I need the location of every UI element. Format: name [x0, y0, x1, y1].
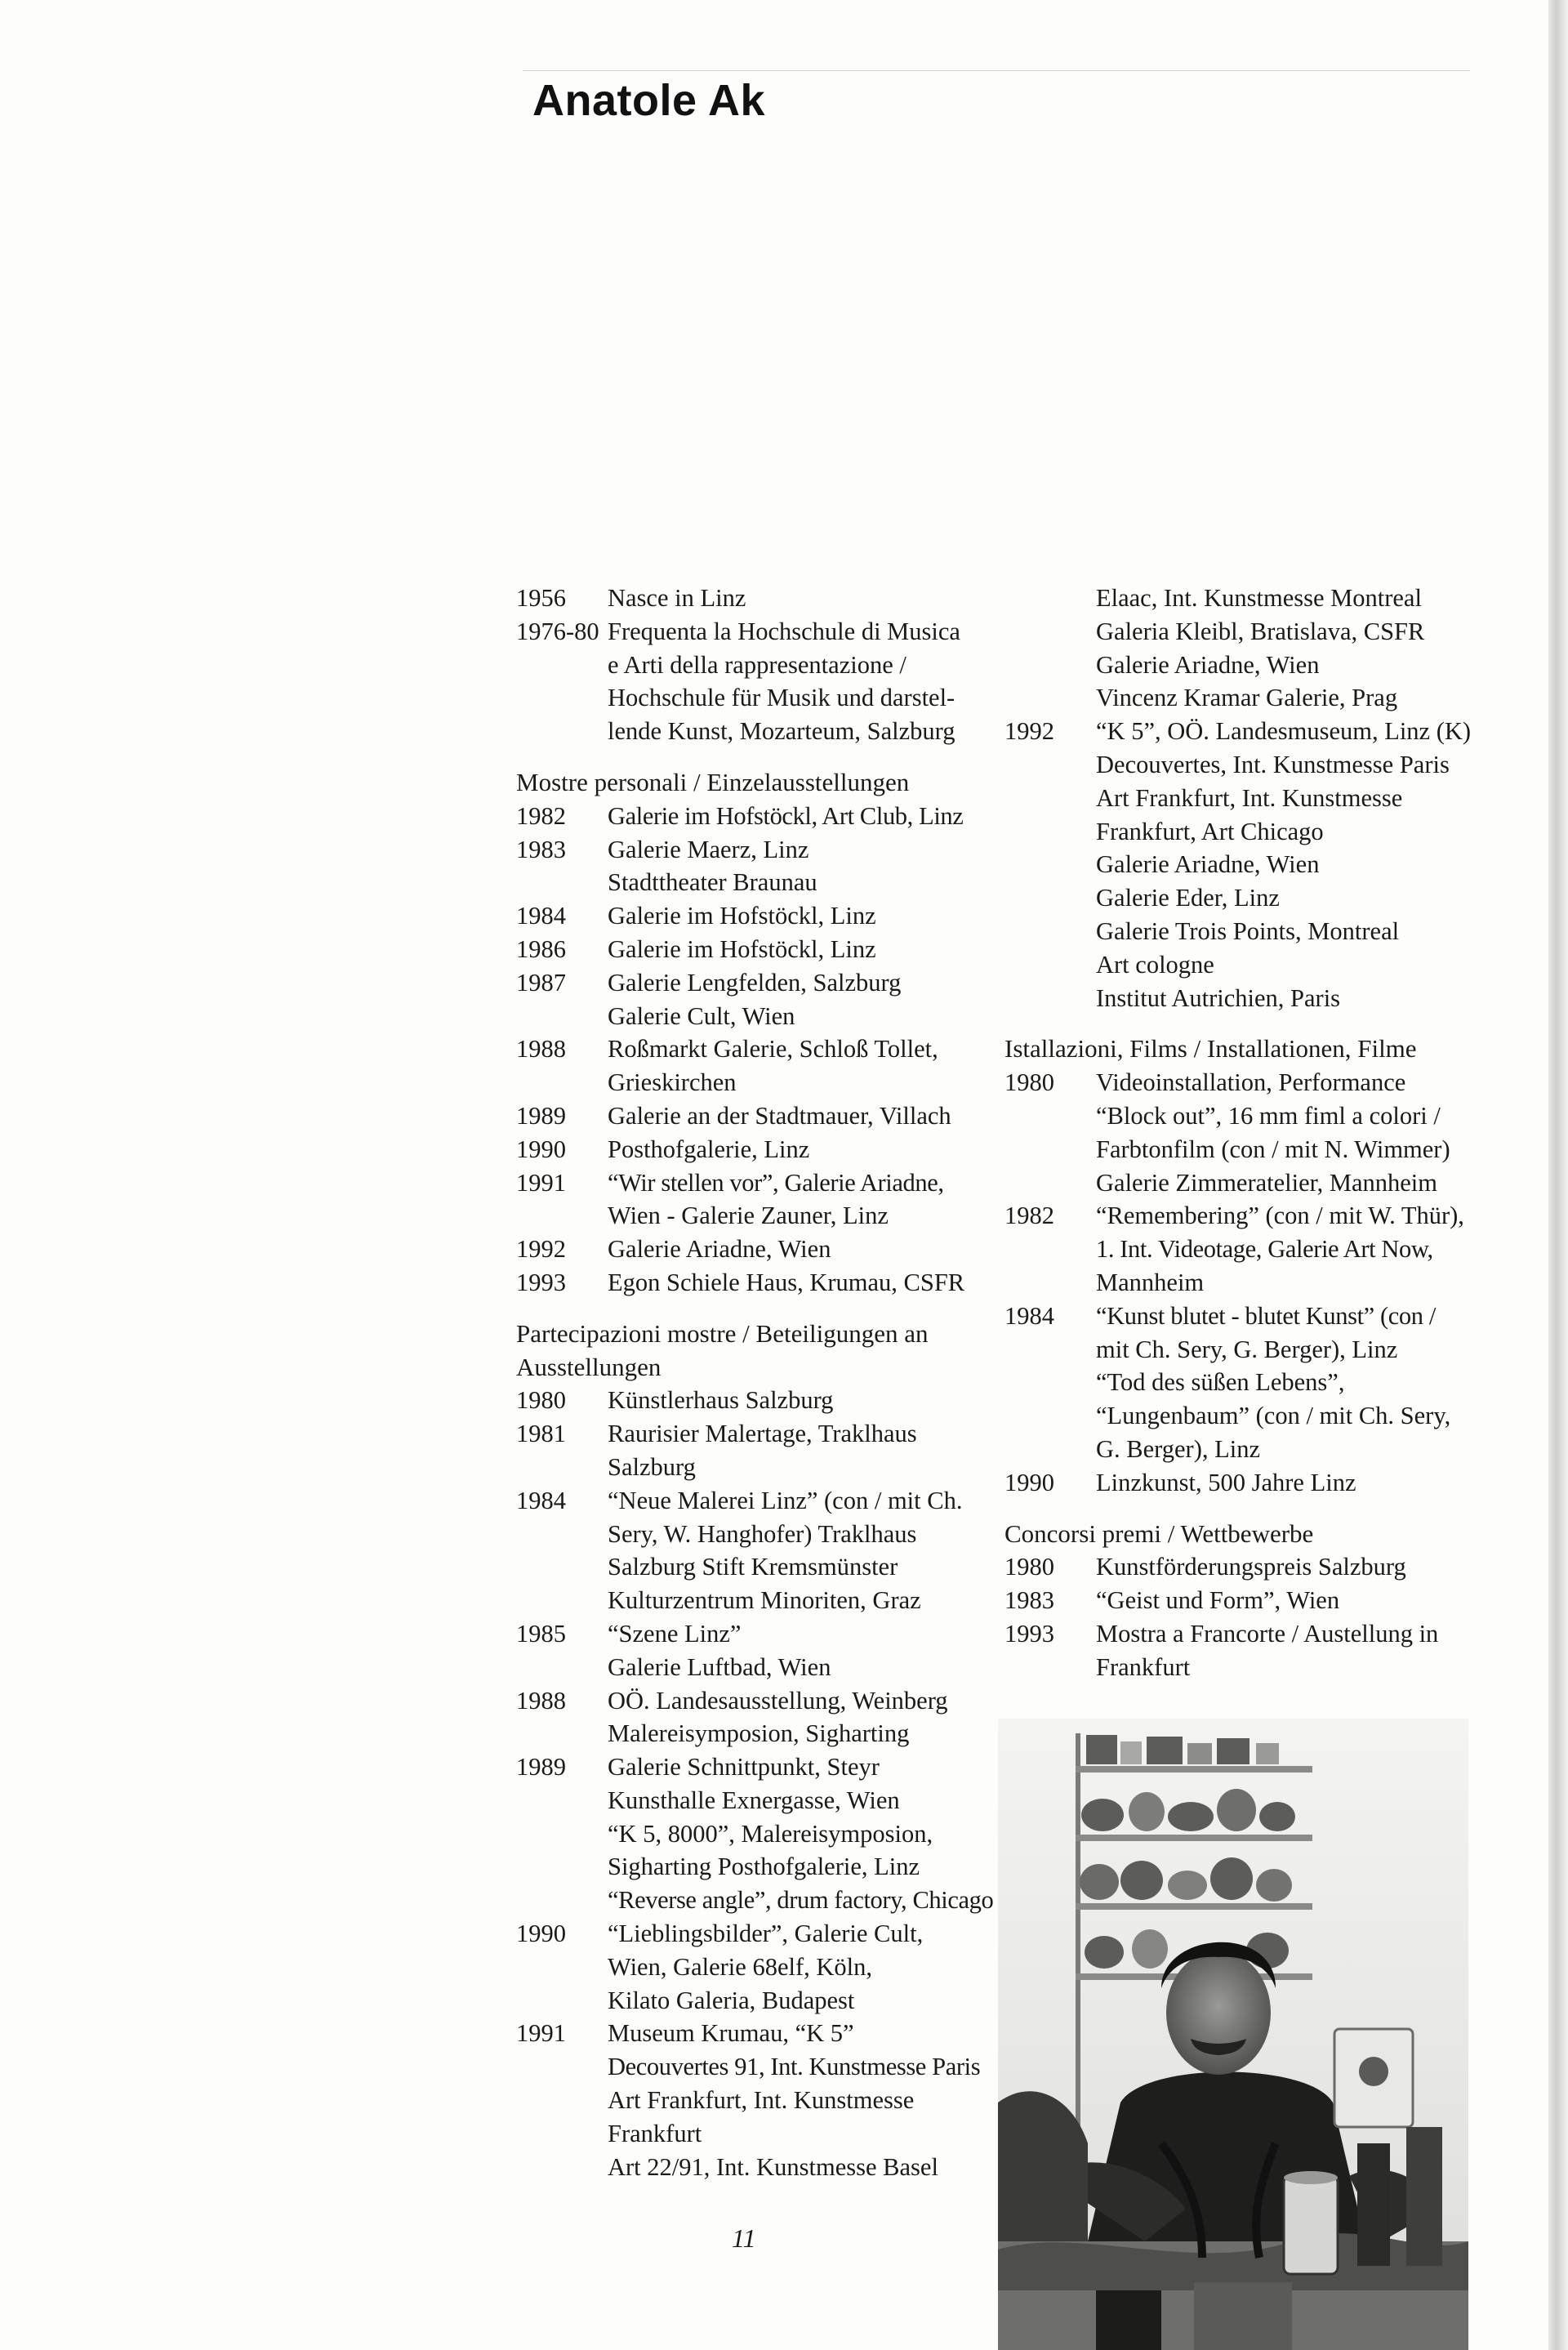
entry-row	[1004, 1584, 1467, 1617]
entry-line: Kilato Galeria, Budapest	[608, 1986, 855, 2014]
entry-row	[516, 1484, 973, 1617]
entry-line: Decouvertes, Int. Kunstmesse Paris	[1096, 750, 1450, 778]
group-continued-list	[1004, 582, 1472, 1014]
entry-year: 1988	[516, 1035, 566, 1064]
entry-year: 1990	[1004, 1468, 1054, 1496]
artist-studio-photo	[998, 1719, 1468, 2350]
entry-row	[516, 1750, 994, 1917]
entry-row	[1004, 1617, 1467, 1684]
entry-line: Galerie im Hofstöckl, Linz	[608, 934, 876, 963]
entry-year: 1980	[1004, 1068, 1054, 1097]
entry-line: Roßmarkt Galerie, Schloß Tollet,	[608, 1035, 938, 1064]
entry-line: Sery, W. Hanghofer) Traklhaus	[608, 1519, 917, 1548]
entry-line: Malereisymposion, Sigharting	[608, 1719, 910, 1748]
entry-text	[1096, 1584, 1467, 1617]
entry-year: 1984	[1004, 1301, 1054, 1330]
entry-line: 1. Int. Videotage, Galerie Art Now,	[1096, 1235, 1433, 1264]
entry-row	[516, 1917, 973, 2017]
entry-line: Sigharting Posthofgalerie, Linz	[608, 1853, 920, 1881]
entry-year: 1986	[516, 934, 566, 963]
awards-list	[1004, 1550, 1467, 1683]
entry-line: “Neue Malerei Linz” (con / mit Ch.	[608, 1486, 963, 1514]
entry-year: 1992	[516, 1235, 566, 1264]
entry-text	[608, 800, 973, 833]
entry-text	[608, 1032, 973, 1099]
entry-line: Grieskirchen	[608, 1068, 737, 1097]
entry-row	[516, 1617, 973, 1684]
entry-line: “Szene Linz”	[608, 1619, 742, 1648]
entry-row	[1004, 1300, 1467, 1466]
entry-line: Galerie Cult, Wien	[608, 1001, 795, 1030]
entry-year: 1989	[516, 1101, 566, 1130]
entry-line: Vincenz Kramar Galerie, Prag	[1096, 684, 1398, 712]
entry-line: Galerie Lengfelden, Salzburg	[608, 968, 902, 997]
awards-heading	[1004, 1518, 1467, 1551]
entry-text	[608, 966, 973, 1033]
entry-year: 1982	[516, 801, 566, 830]
entry-line: Mannheim	[1096, 1268, 1205, 1296]
entry-year: 1991	[516, 1168, 566, 1197]
entry-line: Salzburg Stift Kremsmünster	[608, 1553, 898, 1581]
entry-row	[516, 1133, 973, 1166]
entry-row	[516, 582, 973, 615]
entry-line: “Lieblingsbilder”, Galerie Cult,	[608, 1920, 924, 1948]
entry-text	[608, 582, 973, 615]
entry-line: Egon Schiele Haus, Krumau, CSFR	[608, 1268, 965, 1296]
entry-line: “Block out”, 16 mm fiml a colori /	[1096, 1101, 1441, 1130]
entry-year: 1992	[1004, 717, 1054, 746]
entry-year: 1985	[516, 1619, 566, 1648]
left-column	[516, 582, 994, 2183]
entry-line: “Wir stellen vor”, Galerie Ariadne,	[608, 1168, 944, 1197]
entry-line: Frankfurt, Art Chicago	[1096, 817, 1324, 845]
entry-line: Museum Krumau, “K 5”	[608, 2019, 854, 2048]
solo-list	[516, 800, 973, 1300]
bio-list	[516, 582, 973, 748]
entry-line: Galerie Ariadne, Wien	[1096, 650, 1320, 679]
entry-line: Galerie Zimmeratelier, Mannheim	[1096, 1168, 1437, 1197]
entry-line: Wien - Galerie Zauner, Linz	[608, 1202, 889, 1230]
entry-line: OÖ. Landesausstellung, Weinberg	[608, 1686, 948, 1715]
solo-heading	[516, 766, 973, 800]
entry-text	[1096, 715, 1471, 1014]
entry-line: Art 22/91, Int. Kunstmesse Basel	[608, 2152, 938, 2181]
entry-line: Galerie im Hofstöckl, Linz	[608, 902, 876, 930]
entry-year: 1984	[516, 1486, 566, 1514]
right-column	[1004, 582, 1472, 1684]
header-rule	[523, 70, 1470, 71]
entry-text	[1096, 1550, 1467, 1584]
entry-text	[1096, 1617, 1467, 1684]
entry-line: Nasce in Linz	[608, 584, 746, 612]
entry-text	[1096, 1300, 1467, 1466]
page-title: Anatole Ak	[532, 76, 766, 125]
entry-text	[608, 1166, 973, 1233]
entry-line: Salzburg	[608, 1452, 696, 1481]
page-edge	[1548, 0, 1568, 2350]
group-list	[516, 1384, 994, 2183]
entry-line: Galerie Luftbad, Wien	[608, 1652, 831, 1681]
entry-row	[516, 1032, 973, 1099]
entry-row	[1004, 1199, 1467, 1299]
entry-text	[608, 1133, 973, 1166]
entry-row	[516, 2017, 981, 2183]
entry-row	[516, 800, 973, 833]
entry-text	[608, 933, 973, 966]
entry-text	[608, 899, 973, 933]
entry-line: “K 5, 8000”, Malereisymposion,	[608, 1819, 933, 1848]
entry-row	[516, 933, 973, 966]
entry-line: Farbtonfilm (con / mit N. Wimmer)	[1096, 1135, 1450, 1163]
entry-line: Kulturzentrum Minoriten, Graz	[608, 1586, 921, 1615]
entry-line: Galeria Kleibl, Bratislava, CSFR	[1096, 617, 1425, 645]
entry-year: 1980	[516, 1386, 566, 1415]
entry-line: e Arti della rappresentazione /	[608, 650, 906, 679]
entry-text	[1096, 1066, 1467, 1199]
entry-text	[608, 833, 973, 900]
installations-heading	[1004, 1032, 1467, 1066]
entry-line: “Lungenbaum” (con / mit Ch. Sery,	[1096, 1402, 1451, 1430]
entry-row	[1004, 1466, 1467, 1500]
entry-year: 1987	[516, 968, 566, 997]
entry-line: “Remembering” (con / mit W. Thür),	[1096, 1202, 1464, 1230]
entry-text	[608, 1384, 973, 1417]
entry-line: Galerie Trois Points, Montreal	[1096, 916, 1400, 945]
entry-line: Kunsthalle Exnergasse, Wien	[608, 1786, 900, 1814]
entry-line: Galerie Ariadne, Wien	[608, 1235, 831, 1264]
section-heading-line: Partecipazioni mostre / Beteiligungen an	[516, 1318, 929, 1348]
section-heading-line: Istallazioni, Films / Installationen, Filme	[1004, 1034, 1417, 1064]
section-heading-line: Ausstellungen	[516, 1352, 662, 1381]
entry-year: 1956	[516, 584, 566, 612]
entry-line: Art cologne	[1096, 950, 1214, 979]
entry-row	[1004, 715, 1472, 1014]
entry-line: G. Berger), Linz	[1096, 1434, 1261, 1463]
entry-year: 1990	[516, 1135, 566, 1163]
entry-line: Galerie Maerz, Linz	[608, 835, 809, 863]
entry-line: mit Ch. Sery, G. Berger), Linz	[1096, 1335, 1398, 1363]
group-heading	[516, 1318, 973, 1385]
entry-row	[1004, 1066, 1467, 1199]
entry-row	[516, 1684, 973, 1751]
section-heading-line: Mostre personali / Einzelausstellungen	[516, 767, 910, 796]
entry-year: 1981	[516, 1420, 566, 1448]
entry-line: Stadttheater Braunau	[608, 868, 817, 897]
entry-row	[516, 1417, 973, 1484]
entry-line: “Kunst blutet - blutet Kunst” (con /	[1096, 1301, 1436, 1330]
entry-line: Linzkunst, 500 Jahre Linz	[1096, 1468, 1356, 1496]
entry-line: Art Frankfurt, Int. Kunstmesse	[608, 2086, 915, 2115]
entry-text	[608, 1233, 973, 1266]
entry-text	[608, 1750, 993, 1917]
entry-text	[608, 1099, 973, 1133]
entry-line: Raurisier Malertage, Traklhaus	[608, 1420, 917, 1448]
entry-text	[1096, 582, 1467, 715]
entry-row	[516, 1384, 973, 1417]
entry-year: 1984	[516, 902, 566, 930]
entry-line: Galerie an der Stadtmauer, Villach	[608, 1101, 951, 1130]
entry-year: 1983	[1004, 1586, 1054, 1615]
entry-line: “Tod des süßen Lebens”,	[1096, 1368, 1345, 1397]
entry-row	[1004, 1550, 1467, 1584]
section-heading-line: Concorsi premi / Wettbewerbe	[1004, 1518, 1314, 1548]
entry-line: “Reverse angle”, drum factory, Chicago	[608, 1886, 994, 1915]
entry-year: 1991	[516, 2019, 566, 2048]
entry-text	[608, 1484, 973, 1617]
entry-text	[608, 2017, 980, 2183]
entry-text	[608, 1417, 973, 1484]
page-number: 11	[732, 2223, 756, 2253]
entry-year: 1976-80	[516, 617, 599, 645]
entry-text	[608, 1684, 973, 1751]
entry-line: Elaac, Int. Kunstmesse Montreal	[1096, 584, 1422, 612]
entry-year: 1988	[516, 1686, 566, 1715]
entry-line: “Geist und Form”, Wien	[1096, 1586, 1340, 1615]
entry-year: 1993	[1004, 1619, 1054, 1648]
entry-line: Posthofgalerie, Linz	[608, 1135, 810, 1163]
entry-line: Art Frankfurt, Int. Kunstmesse	[1096, 783, 1403, 812]
entry-year: 1983	[516, 835, 566, 863]
entry-row	[516, 833, 973, 900]
installations-list	[1004, 1066, 1467, 1499]
entry-line: Frankfurt	[1096, 1652, 1191, 1681]
entry-line: Institut Autrichien, Paris	[1096, 983, 1341, 1012]
entry-year: 1980	[1004, 1553, 1054, 1581]
entry-line: Wien, Galerie 68elf, Köln,	[608, 1952, 872, 1981]
entry-line: Galerie Eder, Linz	[1096, 884, 1280, 912]
entry-line: Hochschule für Musik und darstel-	[608, 684, 956, 712]
entry-text	[608, 615, 973, 748]
entry-year: 1989	[516, 1753, 566, 1781]
entry-line: Galerie Ariadne, Wien	[1096, 850, 1320, 879]
entry-line: lende Kunst, Mozarteum, Salzburg	[608, 717, 956, 746]
entry-text	[1096, 1199, 1467, 1299]
entry-text	[1096, 1466, 1467, 1500]
entry-line: Frankfurt	[608, 2119, 702, 2147]
entry-year: 1993	[516, 1268, 566, 1296]
entry-row	[516, 966, 973, 1033]
entry-text	[608, 1266, 973, 1300]
entry-row	[516, 1099, 973, 1133]
entry-row	[516, 1266, 973, 1300]
entry-row	[516, 615, 973, 748]
entry-line: Galerie im Hofstöckl, Art Club, Linz	[608, 801, 964, 830]
entry-line: “K 5”, OÖ. Landesmuseum, Linz (K)	[1096, 717, 1472, 746]
entry-line: Videoinstallation, Performance	[1096, 1068, 1406, 1097]
entry-line: Kunstförderungspreis Salzburg	[1096, 1553, 1406, 1581]
entry-line: Decouvertes 91, Int. Kunstmesse Paris	[608, 2053, 981, 2081]
entry-row	[516, 1166, 973, 1233]
entry-line: Künstlerhaus Salzburg	[608, 1386, 834, 1415]
entry-line: Galerie Schnittpunkt, Steyr	[608, 1753, 880, 1781]
entry-year: 1982	[1004, 1202, 1054, 1230]
entry-text	[608, 1917, 973, 2017]
entry-row	[516, 899, 973, 933]
entry-row	[516, 1233, 973, 1266]
entry-row	[1004, 582, 1467, 715]
entry-line: Frequenta la Hochschule di Musica	[608, 617, 960, 645]
entry-line: Mostra a Francorte / Austellung in	[1096, 1619, 1439, 1648]
entry-year: 1990	[516, 1920, 566, 1948]
entry-text	[608, 1617, 973, 1684]
